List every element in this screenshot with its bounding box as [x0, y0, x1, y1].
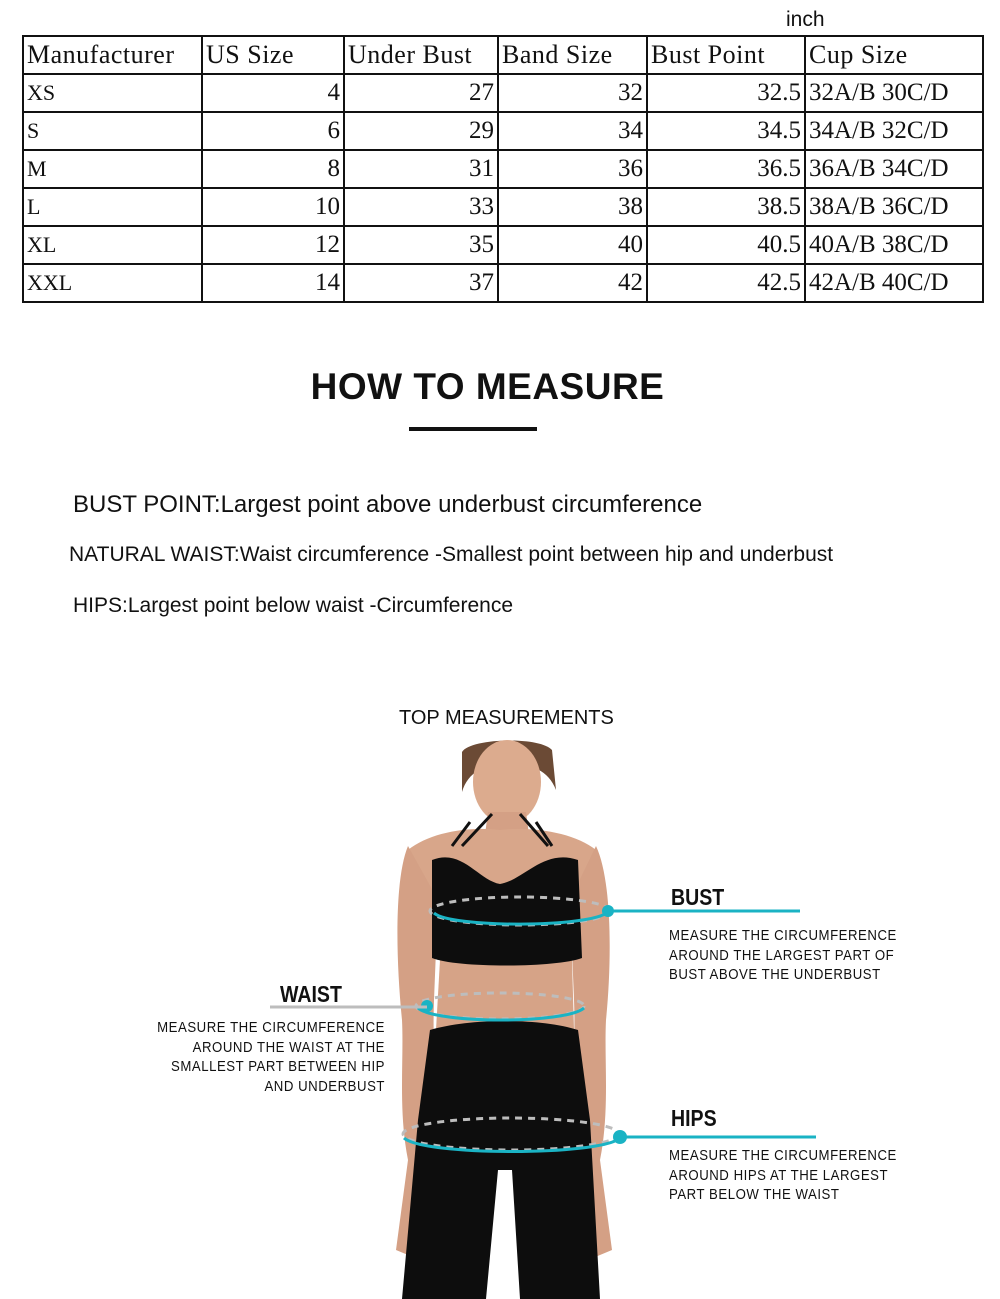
header-manufacturer: Manufacturer	[23, 36, 202, 74]
cell-us-size: 8	[202, 150, 344, 188]
bust-description: MEASURE THE CIRCUMFERENCE AROUND THE LARGEST PART OF BUST ABOVE THE UNDERBUST	[669, 927, 897, 983]
cell-under-bust: 33	[344, 188, 498, 226]
cell-manufacturer: XXL	[23, 264, 202, 302]
cell-under-bust: 35	[344, 226, 498, 264]
cell-cup-size: 34A/B 32C/D	[805, 112, 983, 150]
header-under-bust: Under Bust	[344, 36, 498, 74]
cell-us-size: 4	[202, 74, 344, 112]
figure-title: TOP MEASUREMENTS	[399, 707, 614, 729]
cell-bust-point: 36.5	[647, 150, 805, 188]
cell-band-size: 34	[498, 112, 647, 150]
cell-under-bust: 37	[344, 264, 498, 302]
cell-band-size: 32	[498, 74, 647, 112]
hips-description: MEASURE THE CIRCUMFERENCE AROUND HIPS AT THE LARGEST PART BELOW THE WAIST	[669, 1147, 897, 1203]
unit-label: inch	[786, 8, 825, 31]
cell-cup-size: 38A/B 36C/D	[805, 188, 983, 226]
cell-manufacturer: L	[23, 188, 202, 226]
cell-bust-point: 40.5	[647, 226, 805, 264]
waist-label: WAIST	[280, 981, 342, 1007]
cell-manufacturer: XS	[23, 74, 202, 112]
cell-bust-point: 42.5	[647, 264, 805, 302]
cell-bust-point: 34.5	[647, 112, 805, 150]
header-cup-size: Cup Size	[805, 36, 983, 74]
header-band-size: Band Size	[498, 36, 647, 74]
cell-cup-size: 32A/B 30C/D	[805, 74, 983, 112]
hips-label: HIPS	[671, 1105, 717, 1131]
how-to-measure-heading: HOW TO MEASURE	[310, 366, 665, 407]
cell-cup-size: 40A/B 38C/D	[805, 226, 983, 264]
cell-us-size: 12	[202, 226, 344, 264]
cell-band-size: 38	[498, 188, 647, 226]
cell-bust-point: 38.5	[647, 188, 805, 226]
cell-manufacturer: M	[23, 150, 202, 188]
cell-under-bust: 29	[344, 112, 498, 150]
cell-us-size: 14	[202, 264, 344, 302]
definition-bust-point: BUST POINT:Largest point above underbust circumference	[73, 491, 703, 518]
cell-us-size: 10	[202, 188, 344, 226]
cell-band-size: 36	[498, 150, 647, 188]
definition-hips: HIPS:Largest point below waist -Circumference	[73, 594, 514, 617]
cell-band-size: 40	[498, 226, 647, 264]
cell-bust-point: 32.5	[647, 74, 805, 112]
cell-manufacturer: S	[23, 112, 202, 150]
cell-cup-size: 42A/B 40C/D	[805, 264, 983, 302]
header-us-size: US Size	[202, 36, 344, 74]
waist-description: MEASURE THE CIRCUMFERENCE AROUND THE WAIST AT THE SMALLEST PART BETWEEN HIP AND UNDERBUST	[157, 1019, 385, 1095]
definition-natural-waist: NATURAL WAIST:Waist circumference -Smallest point between hip and underbust	[69, 543, 834, 566]
cell-band-size: 42	[498, 264, 647, 302]
cell-under-bust: 31	[344, 150, 498, 188]
bust-label: BUST	[671, 884, 725, 910]
cell-manufacturer: XL	[23, 226, 202, 264]
cell-us-size: 6	[202, 112, 344, 150]
header-bust-point: Bust Point	[647, 36, 805, 74]
cell-cup-size: 36A/B 34C/D	[805, 150, 983, 188]
cell-under-bust: 27	[344, 74, 498, 112]
